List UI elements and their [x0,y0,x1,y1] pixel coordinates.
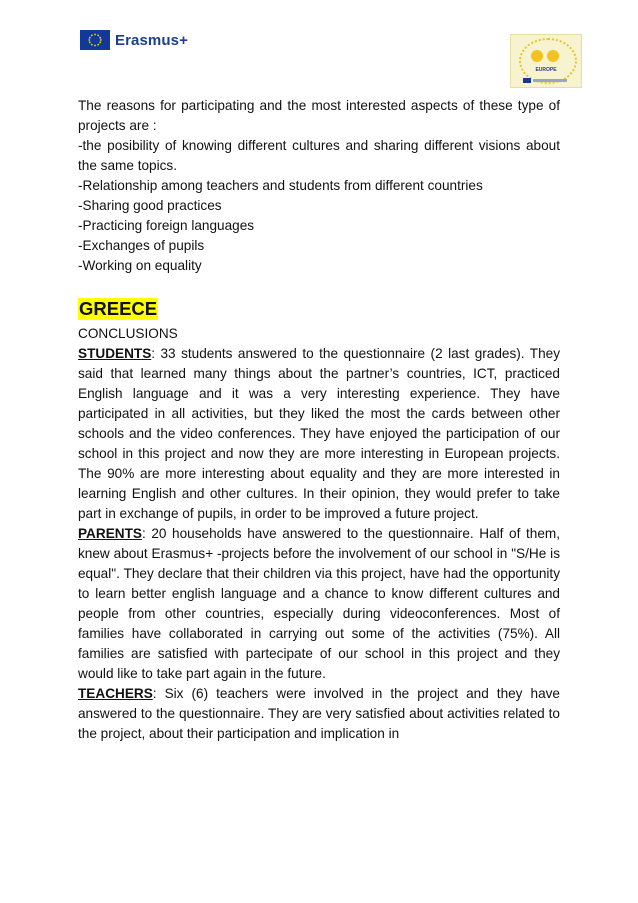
brand-name: Erasmus+ [115,31,188,49]
eu-mini-flag-icon [523,78,531,83]
reason-item: -Sharing good practices [78,198,222,213]
document-body [78,96,560,744]
project-logo-label: EUROPE [535,67,557,73]
reason-item: -Exchanges of pupils [78,238,205,253]
section-heading-greece: GREECE [79,298,158,319]
teachers-label: TEACHERS [78,686,153,701]
parents-paragraph [78,524,560,684]
intro-paragraph: The reasons for participating and the most interested aspects of these type of projects are : [78,98,560,133]
students-text: : 33 students answered to the questionnaire (2 last grades). They said that learned many things about the partner’s countries, ICT, practiced English language and it was a very interesting experience. They have participated in all activities, but they liked the most the cards between other schools and the video conferences. They have enjoyed the participation of our school in this project and now they are more interesting in European projects. The 90% are more interesting about equality and they are more interested in learning English and other cultures. In their opinion, they would prefer to take part in exchange of pupils, in order to be improved a future project. [78,346,560,521]
students-paragraph [78,344,560,524]
reason-item: -Working on equality [78,258,202,273]
spacer [78,276,560,296]
smiley-icon [531,50,543,62]
teachers-paragraph [78,684,560,744]
students-label: STUDENTS [78,346,152,361]
eu-flag-icon [80,30,110,50]
project-logo [510,34,582,88]
conclusions-subheading: CONCLUSIONS [78,326,178,341]
reason-item: -Relationship among teachers and students from different countries [78,178,483,193]
parents-text: : 20 households have answered to the questionnaire. Half of them, knew about Erasmus+ -projects before the involvement of our school in "S/He is equal". They declare that their children via this project, have had the opportunity to learn better english language and a chance to know different cultures and people from other countries, especially during videoconferences. Most of families have collaborated in carrying out some of the activities (75%). All families are satisfied with partecipate of our school in this project and they would like to take part again in the future. [78,526,560,681]
reason-item: -the posibility of knowing different cultures and sharing different visions about the same topics. [78,138,560,173]
smiley-icon [547,50,559,62]
teachers-text: : Six (6) teachers were involved in the project and they have answered to the questionnaire. They are very satisfied about activities related to the project, about their participation and implication in [78,686,560,741]
reason-item: -Practicing foreign languages [78,218,255,233]
erasmus-logo [80,30,188,50]
logo-caption-line [533,79,567,82]
parents-label: PARENTS [78,526,142,541]
